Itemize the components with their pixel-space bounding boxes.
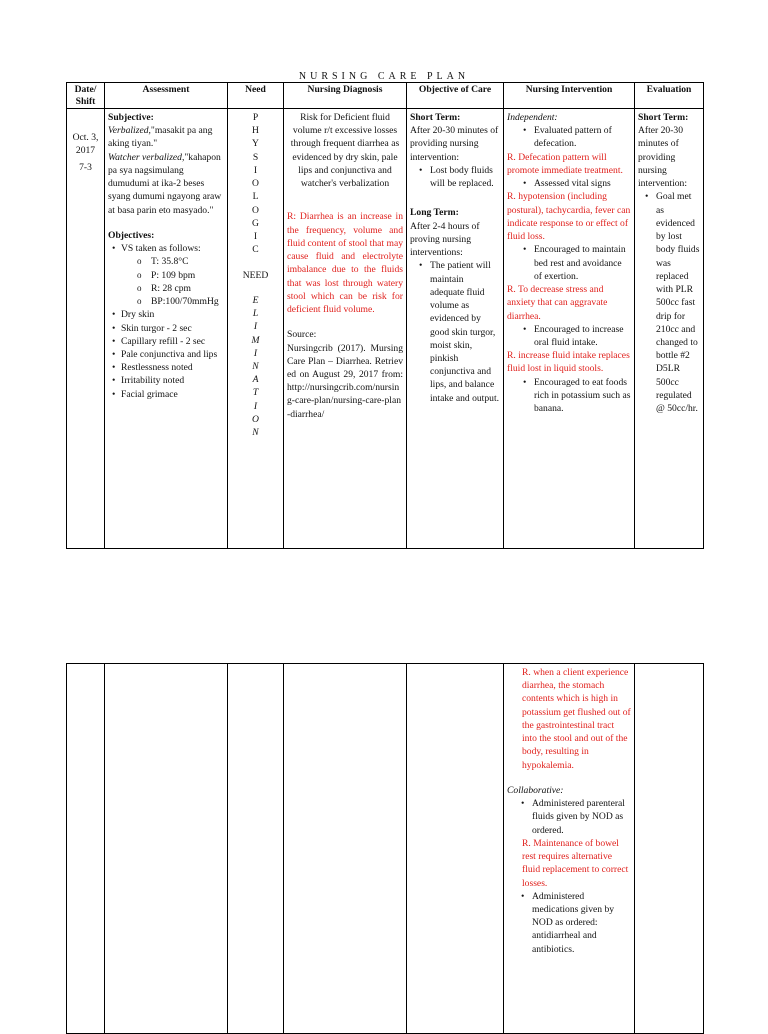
evaluation-cell bbox=[635, 109, 704, 549]
rationale-text: R. Defecation pattern will promote immediate treatment. bbox=[507, 151, 623, 176]
need-letter: C bbox=[252, 244, 259, 256]
vital-signs-list bbox=[121, 255, 224, 308]
need-letter: O bbox=[252, 204, 259, 216]
header-need: Need bbox=[228, 83, 284, 109]
need-letter: L bbox=[252, 308, 259, 320]
long-term-label: Long Term: bbox=[410, 207, 459, 219]
date-shift-cell bbox=[67, 664, 105, 1034]
diagnosis-statement: Risk for Deficient fluid volume r/t excessive losses through frequent diarrhea as evidenced by dry skin, pale lips and conjunctiva and watcher's verbalization bbox=[290, 112, 400, 190]
list-item: • Evaluated pattern of defecation. bbox=[534, 124, 631, 150]
date-text: Oct. 3, 2017 bbox=[72, 132, 99, 157]
list-item: • Dry skin bbox=[121, 308, 224, 321]
need-letter: E bbox=[252, 294, 259, 306]
assessment-cell bbox=[105, 109, 228, 549]
list-item: • Administered parenteral fluids given by NOD as ordered. bbox=[532, 797, 631, 837]
subjective-label: Subjective: bbox=[108, 112, 154, 123]
list-item: • Goal met as evidenced by lost body fluids was replaced with PLR 500cc fast drip for 210cc and changed to bottle #2 D5LR 500cc regulated @ 50cc/hr. bbox=[656, 190, 700, 415]
evaluation-list bbox=[638, 190, 700, 415]
list-item: • Pale conjunctiva and lips bbox=[121, 348, 224, 361]
list-item: • Encouraged to maintain bed rest and avoidance of exertion. bbox=[534, 243, 631, 283]
short-term-label: Short Term: bbox=[410, 112, 461, 123]
header-assessment: Assessment bbox=[105, 83, 228, 109]
long-term-list bbox=[410, 259, 500, 405]
rationale-text: R. To decrease stress and anxiety that can aggravate diarrhea. bbox=[507, 284, 608, 322]
list-item: • Irritability noted bbox=[121, 374, 224, 387]
need-letter: I bbox=[253, 347, 258, 359]
objective-cell bbox=[407, 109, 504, 549]
list-item: • The patient will maintain adequate fluid volume as evidenced by good skin turgor, moist skin, pinkish conjunctiva and lips, and balance intake and output. bbox=[430, 259, 500, 405]
intervention-list bbox=[507, 124, 631, 150]
page-title: NURSING CARE PLAN bbox=[298, 71, 470, 82]
evaluation-short-term-label: Short Term: bbox=[638, 112, 689, 123]
intervention-cell bbox=[504, 109, 635, 549]
need-letter: O bbox=[252, 178, 259, 190]
assessment-cell bbox=[105, 664, 228, 1034]
need-letter: N bbox=[252, 427, 259, 439]
intervention-list bbox=[507, 243, 631, 283]
need-letter: O bbox=[252, 413, 259, 425]
intervention-cell bbox=[504, 664, 635, 1034]
list-item: • Facial grimace bbox=[121, 388, 224, 401]
need-letter: I bbox=[253, 164, 258, 176]
care-plan-table-continued bbox=[66, 663, 704, 1034]
list-item: • VS taken as follows: o T: 35.8°C o P: 109 bpm o R: 28 cpm o BP:100/70mmHg bbox=[121, 242, 224, 308]
diagnosis-cell bbox=[284, 664, 407, 1034]
list-item: o T: 35.8°C bbox=[151, 255, 224, 268]
evaluation-cell bbox=[635, 664, 704, 1034]
need-cell bbox=[228, 109, 284, 549]
collaborative-list bbox=[522, 797, 631, 837]
date-shift-cell bbox=[67, 109, 105, 549]
objective-findings-list bbox=[108, 242, 224, 401]
list-item: • Capillary refill - 2 sec bbox=[121, 335, 224, 348]
short-term-list bbox=[410, 164, 500, 190]
need-letter: H bbox=[252, 125, 259, 137]
list-item: o P: 109 bpm bbox=[151, 269, 224, 282]
rationale-text: R. hypotension (including postural), tachycardia, fever can indicate response to or effect of fluid loss. bbox=[507, 191, 631, 243]
long-term-text: After 2-4 hours of proving nursing interventions: bbox=[410, 220, 480, 259]
source-label: Source: bbox=[287, 329, 317, 341]
objective-cell bbox=[407, 664, 504, 1034]
subjective-quote-2: Watcher verbalized,"kahapon pa sya nagsimulang dumudumi at ika-2 beses syang dumumi ngayong araw at basa parin eto masyado." bbox=[108, 151, 222, 216]
subjective-quote-1: Verbalized,"masakit pa ang aking tiyan." bbox=[108, 125, 213, 150]
diagnosis-cell bbox=[284, 109, 407, 549]
intervention-list bbox=[507, 323, 631, 349]
need-word-elimination bbox=[231, 294, 280, 440]
independent-label: Independent: bbox=[507, 112, 558, 123]
list-item: • Skin turgor - 2 sec bbox=[121, 322, 224, 335]
list-item: o R: 28 cpm bbox=[151, 282, 224, 295]
need-letter: M bbox=[251, 334, 260, 346]
header-date-shift: Date/ Shift bbox=[67, 83, 105, 109]
need-letter: N bbox=[252, 360, 259, 372]
list-item: • Encouraged to eat foods rich in potassium such as banana. bbox=[534, 376, 631, 416]
list-item: • Administered medications given by NOD as ordered: antidiarrheal and antibiotics. bbox=[532, 890, 631, 956]
need-word-physiologic bbox=[231, 111, 280, 257]
list-item: • Assessed vital signs bbox=[534, 177, 631, 190]
header-intervention: Nursing Intervention bbox=[504, 83, 635, 109]
need-letter: S bbox=[252, 151, 259, 163]
need-letter: P bbox=[252, 112, 259, 123]
need-letter: I bbox=[253, 400, 258, 412]
intervention-list bbox=[507, 177, 631, 190]
list-item: o BP:100/70mmHg bbox=[151, 295, 224, 308]
collaborative-list bbox=[522, 890, 631, 956]
collaborative-label: Collaborative: bbox=[507, 784, 564, 796]
header-objective: Objective of Care bbox=[407, 83, 504, 109]
table-row bbox=[67, 664, 704, 1034]
care-plan-table bbox=[66, 82, 704, 549]
list-item: • Encouraged to increase oral fluid intake. bbox=[534, 323, 631, 349]
need-letter: Y bbox=[252, 138, 259, 150]
list-item: • Lost body fluids will be replaced. bbox=[430, 164, 500, 190]
rationale-text: R. Maintenance of bowel rest requires alternative fluid replacement to correct losses. bbox=[522, 837, 629, 889]
table-row bbox=[67, 109, 704, 549]
need-letter: L bbox=[252, 191, 259, 203]
need-word-need: NEED bbox=[242, 269, 269, 281]
header-row bbox=[67, 83, 704, 109]
header-diagnosis: Nursing Diagnosis bbox=[284, 83, 407, 109]
intervention-list bbox=[507, 376, 631, 416]
short-term-text: After 20-30 minutes of providing nursing intervention: bbox=[410, 125, 499, 163]
rationale-text: R. increase fluid intake replaces fluid lost in liquid stools. bbox=[507, 350, 630, 375]
diagnosis-rationale: R: Diarrhea is an increase in the frequency, volume and fluid content of stool that may cause fluid and electrolyte imbalance due to the fluids that was lost through watery stool which can be risk for deficient fluid volume. bbox=[287, 211, 403, 316]
need-letter: I bbox=[253, 231, 258, 243]
need-letter: G bbox=[252, 217, 259, 229]
shift-text: 7-3 bbox=[79, 162, 92, 174]
need-cell bbox=[228, 664, 284, 1034]
need-letter: A bbox=[252, 374, 259, 386]
need-letter: I bbox=[253, 321, 258, 333]
need-letter: T bbox=[252, 387, 259, 399]
source-text: Nursingcrib (2017). Mursing Care Plan – Diarrhea. Retrieved on August 29, 2017 from: http://nursingcrib.com/nursing-care-plan/nursing-care-plan-diarrhea/ bbox=[287, 342, 403, 420]
rationale-text: R. when a client experience diarrhea, the stomach contents which is high in potassium get flushed out of the gastrointestinal tract into the stool and out of the body, resulting in hypokalemia. bbox=[522, 667, 631, 771]
evaluation-short-term-text: After 20-30 minutes of providing nursing intervention: bbox=[638, 125, 688, 190]
objectives-label: Objectives: bbox=[108, 229, 155, 241]
list-item: • Restlessness noted bbox=[121, 361, 224, 374]
header-evaluation: Evaluation bbox=[635, 83, 704, 109]
